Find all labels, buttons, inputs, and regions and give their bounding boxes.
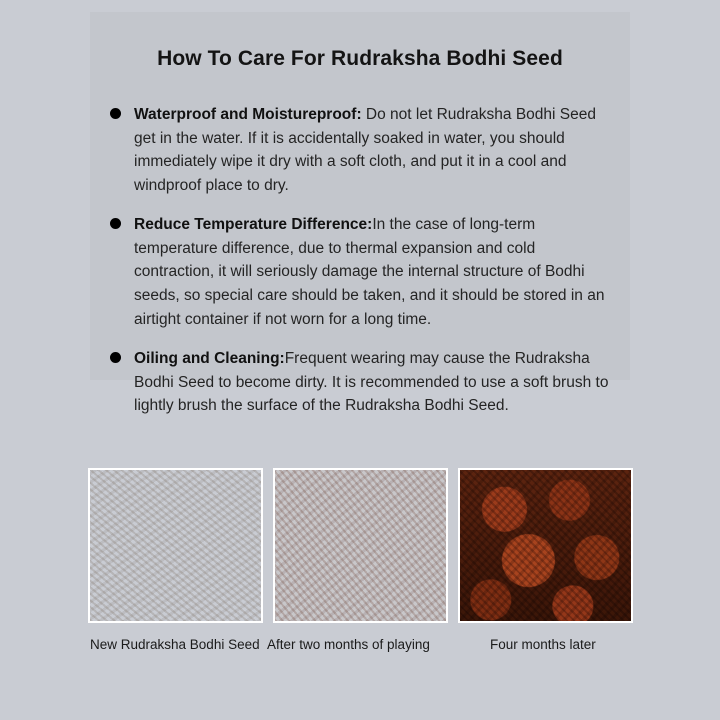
bullet-icon [110, 352, 121, 363]
care-instructions-panel [90, 12, 630, 415]
photo-caption: After two months of playing [267, 637, 430, 652]
photo-caption: Four months later [490, 637, 596, 652]
care-item-lead: Oiling and Cleaning: [134, 350, 285, 368]
gallery-item [458, 468, 633, 652]
care-item-text: Frequent wearing may cause the Rudraksha Bodhi Seed to become dirty. It is recommended to use a soft brush to lightly brush the surface of the Rudraksha Bodhi Seed. [134, 350, 609, 415]
care-item-text: In the case of long-term temperature difference, due to thermal expansion and cold contraction, it will seriously damage the internal structure of Bodhi seeds, so special care should be taken, and it should be stored in an airtight container if not worn for a long time. [134, 216, 605, 328]
care-instruction-list [90, 85, 630, 418]
bullet-icon [110, 218, 121, 229]
gallery-item [88, 468, 263, 652]
four-months-later-photo [458, 468, 633, 623]
list-item [108, 213, 612, 331]
list-item [108, 347, 612, 418]
after-two-months-photo [273, 468, 448, 623]
bullet-icon [110, 108, 121, 119]
care-item-lead: Reduce Temperature Difference: [134, 216, 373, 234]
page-title: How To Care For Rudraksha Bodhi Seed [157, 47, 563, 71]
new-rudraksha-bodhi-seed-photo [88, 468, 263, 623]
seed-aging-gallery [88, 468, 632, 652]
care-item-lead: Waterproof and Moistureproof: [134, 106, 362, 124]
care-item-text: Do not let Rudraksha Bodhi Seed get in the water. If it is accidentally soaked in water, you should immediately wipe it dry with a soft cloth, and put it in a cool and windproof place to dry. [134, 106, 596, 194]
gallery-item [267, 468, 448, 652]
photo-caption: New Rudraksha Bodhi Seed [90, 637, 260, 652]
list-item [108, 103, 612, 197]
